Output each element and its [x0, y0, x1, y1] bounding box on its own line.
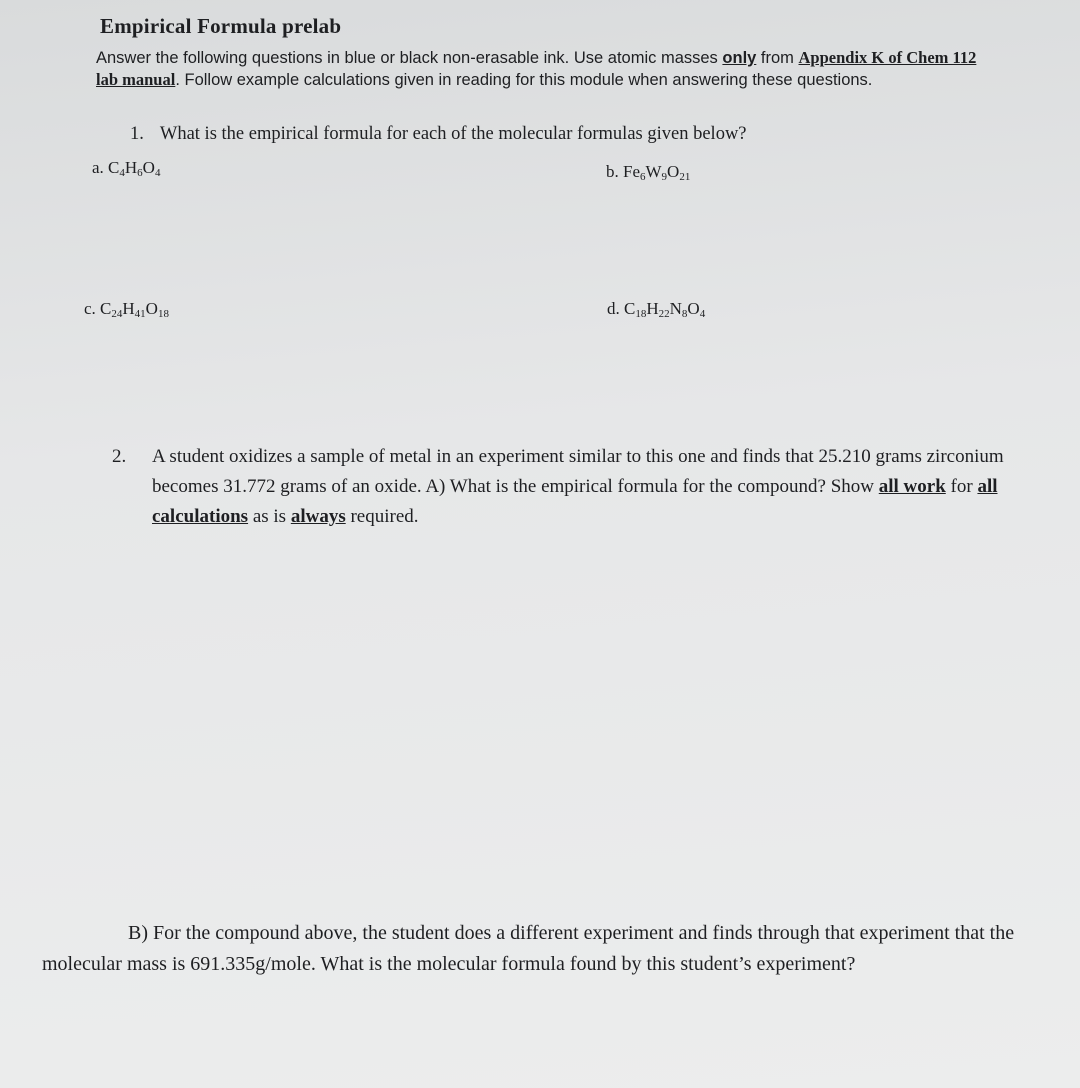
element-subscript: 4 — [154, 167, 161, 179]
element-symbol: O — [142, 158, 155, 177]
instructions-appendix: Appendix K of Chem 112 lab manual — [96, 48, 977, 89]
element-subscript: 21 — [679, 171, 691, 183]
element-subscript: 24 — [111, 308, 123, 320]
element-subscript: 18 — [157, 308, 169, 320]
instructions-only: only — [722, 49, 757, 67]
element-subscript: 18 — [635, 308, 647, 320]
formula-d: d. $C_{18}H_{22}N_8O_4$ — [607, 299, 706, 320]
element-symbol: O — [687, 299, 700, 318]
instructions-text: Answer the following questions in blue or black non-erasable ink. Use atomic masses — [96, 49, 723, 67]
element-symbol: Fe — [623, 162, 640, 181]
element-symbol: H — [122, 299, 135, 318]
emphasis-all-work: all work — [878, 476, 946, 497]
element-symbol: O — [145, 299, 158, 318]
question-2 — [112, 442, 1032, 532]
element-subscript: 9 — [661, 171, 668, 183]
element-subscript: 6 — [640, 171, 646, 183]
question-2-text: A student oxidizes a sample of metal in an experiment similar to this one and finds that 25.210 grams zirconium becomes 31.772 grams of an oxide. A) What is the empirical formula for the compound? Show all work for all calculations as is always required. — [152, 446, 1004, 527]
element-symbol: C — [108, 158, 120, 177]
formula-a: a. $C_4H_6O_4$ — [92, 158, 161, 179]
question-1-text: What is the empirical formula for each of the molecular formulas given below? — [159, 124, 747, 144]
element-symbol: O — [667, 162, 680, 181]
page-title: Empirical Formula prelab — [100, 14, 342, 38]
emphasis-always: always — [290, 506, 346, 527]
instructions-text: . Follow example calculations given in reading for this module when answering these questions. — [175, 71, 873, 89]
element-symbol: H — [124, 158, 138, 177]
element-subscript: 4 — [119, 167, 125, 179]
element-subscript: 4 — [699, 308, 706, 320]
element-symbol: H — [646, 299, 659, 318]
element-symbol: W — [645, 162, 662, 181]
element-subscript: 22 — [658, 308, 670, 320]
formula-c: c. $C_{24}H_{41}O_{18}$ — [84, 299, 169, 320]
element-subscript: 6 — [137, 167, 143, 179]
question-2b: B) For the compound above, the student does a different experiment and finds through that experiment that the molecular mass is 691.335g/mole. What is the molecular formula found by this student’s experiment? — [42, 922, 1015, 975]
question-2-number: 2. — [112, 446, 127, 467]
element-subscript: 8 — [681, 308, 688, 320]
emphasis-all-calculations: all calculations — [152, 476, 998, 527]
question-1-number: 1. — [130, 124, 144, 144]
element-symbol: C — [624, 299, 636, 318]
formula-b: b. $Fe_6W_9O_{21}$ — [606, 162, 691, 183]
instructions-text: from — [756, 49, 799, 67]
instructions — [96, 47, 1001, 91]
element-subscript: 41 — [134, 308, 146, 320]
question-1 — [130, 124, 747, 145]
element-symbol: C — [100, 299, 112, 318]
element-symbol: N — [669, 299, 682, 318]
